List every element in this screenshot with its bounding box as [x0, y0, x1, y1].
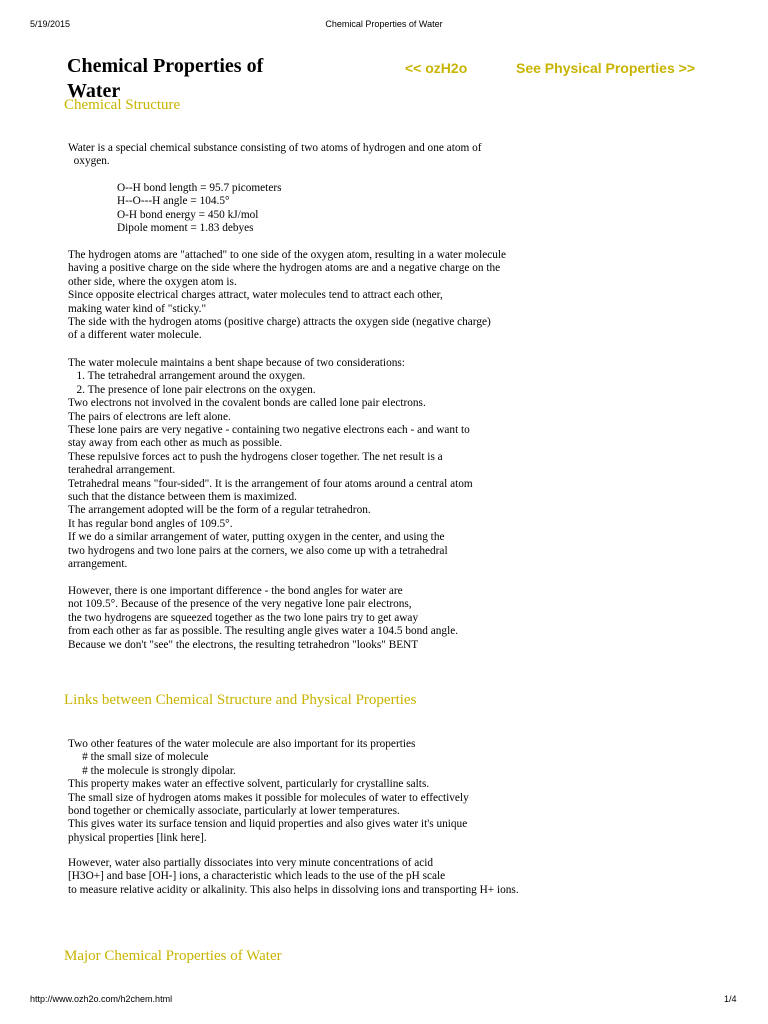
paragraph-bent-shape [68, 357, 473, 572]
text-line: other side, where the oxygen atom is. [68, 275, 237, 288]
text-line: from each other as far as possible. The resulting angle gives water a 104.5 bond angle. [68, 625, 459, 638]
text-line: The pairs of electrons are left alone. [68, 410, 231, 423]
text-line: Tetrahedral means "four-sided". It is the arrangement of four atoms around a central atom [68, 477, 473, 490]
text-line: Water is a special chemical substance consisting of two atoms of hydrogen and one atom of [68, 142, 482, 154]
section-heading-links: Links between Chemical Structure and Physical Properties [64, 692, 417, 708]
text-line: Since opposite electrical charges attract, water molecules tend to attract each other, [68, 289, 443, 302]
print-doc-title: Chemical Properties of Water [325, 19, 443, 29]
nav-prev-link[interactable]: << ozH2o [405, 60, 468, 76]
text-line: Because we don't "see" the electrons, the resulting tetrahedron "looks" BENT [68, 638, 419, 651]
section-heading-structure: Chemical Structure [64, 97, 181, 113]
text-line: It has regular bond angles of 109.5°. [68, 517, 233, 530]
text-line: The hydrogen atoms are "attached" to one side of the oxygen atom, resulting in a water molecule [68, 249, 507, 261]
text-line: However, water also partially dissociates into very minute concentrations of acid [68, 857, 434, 869]
text-line: 1. The tetrahedral arrangement around the oxygen. [68, 370, 306, 383]
text-line: Dipole moment = 1.83 debyes [117, 222, 254, 235]
text-line: # the small size of molecule [68, 751, 209, 764]
text-line: arrangement. [68, 558, 128, 571]
text-line: However, there is one important difference - the bond angles for water are [68, 585, 403, 597]
paragraph-dissociation [68, 857, 519, 897]
text-line: Two electrons not involved in the covalent bonds are called lone pair electrons. [68, 397, 426, 410]
text-line: The water molecule maintains a bent shape because of two considerations: [68, 357, 405, 369]
paragraph-hydrogen [68, 249, 506, 343]
text-line: terahedral arrangement. [68, 464, 176, 477]
print-page-number: 1/4 [724, 994, 737, 1004]
text-line: O--H bond length = 95.7 picometers [117, 182, 282, 194]
nav-next-link[interactable]: See Physical Properties >> [516, 60, 695, 76]
text-line: not 109.5°. Because of the presence of the very negative lone pair electrons, [68, 598, 412, 611]
text-line: This property makes water an effective solvent, particularly for crystalline salts. [68, 778, 430, 791]
print-url: http://www.ozh2o.com/h2chem.html [30, 994, 173, 1004]
text-line: [H3O+] and base [OH-] ions, a characteristic which leads to the use of the pH scale [68, 870, 446, 883]
text-line: Two other features of the water molecule are also important for its properties [68, 738, 416, 750]
section-heading-major: Major Chemical Properties of Water [64, 948, 282, 964]
print-date: 5/19/2015 [30, 19, 71, 29]
text-line: two hydrogens and two lone pairs at the corners, we also come up with a tetrahedral [68, 544, 448, 557]
paragraph-intro [68, 142, 482, 169]
text-line: # the molecule is strongly dipolar. [68, 764, 236, 777]
text-line: physical properties [link here]. [68, 831, 207, 844]
text-line: the two hydrogens are squeezed together as the two lone pairs try to get away [68, 611, 419, 624]
text-line: stay away from each other as much as possible. [68, 437, 283, 450]
text-line: If we do a similar arrangement of water, putting oxygen in the center, and using the [68, 531, 445, 544]
text-line: The small size of hydrogen atoms makes it possible for molecules of water to effectively [68, 791, 469, 804]
text-line: The side with the hydrogen atoms (positive charge) attracts the oxygen side (negative charge) [68, 316, 491, 329]
text-line: such that the distance between them is maximized. [68, 491, 298, 504]
properties-list [117, 182, 282, 236]
text-line: bond together or chemically associate, particularly at lower temperatures. [68, 805, 400, 818]
text-line: These lone pairs are very negative - containing two negative electrons each - and want to [68, 424, 470, 437]
text-line: O-H bond energy = 450 kJ/mol [117, 208, 259, 221]
text-line: having a positive charge on the side where the hydrogen atoms are and a negative charge on the [68, 262, 501, 275]
text-line: making water kind of "sticky." [68, 302, 207, 315]
text-line: of a different water molecule. [68, 329, 202, 342]
text-line: oxygen. [68, 155, 110, 168]
paragraph-features [68, 738, 469, 845]
text-line: These repulsive forces act to push the hydrogens closer together. The net result is a [68, 450, 443, 463]
paragraph-bond-angle [68, 585, 458, 652]
text-line: 2. The presence of lone pair electrons on the oxygen. [68, 383, 316, 396]
text-line: H--O---H angle = 104.5° [117, 195, 230, 208]
text-line: to measure relative acidity or alkalinity. This also helps in dissolving ions and transporting H+ ions. [68, 883, 519, 896]
page-title: Chemical Properties of Water [67, 55, 264, 102]
text-line: The arrangement adopted will be the form of a regular tetrahedron. [68, 504, 371, 517]
text-line: This gives water its surface tension and liquid properties and also gives water it's unique [68, 818, 468, 831]
